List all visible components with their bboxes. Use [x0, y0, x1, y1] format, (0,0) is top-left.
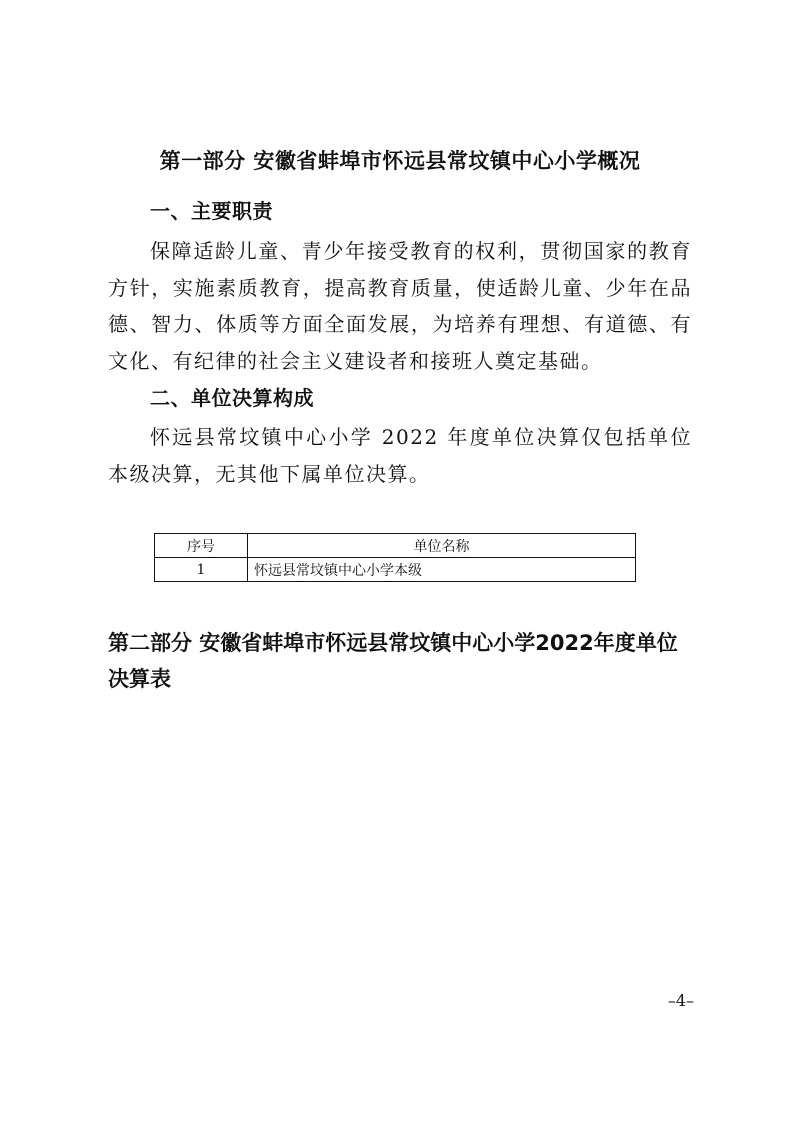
composition-paragraph: 怀远县常坟镇中心小学 2022 年度单位决算仅包括单位本级决算，无其他下属单位决算。 [108, 425, 692, 486]
header-index: 序号 [155, 534, 248, 558]
header-unit-name: 单位名称 [248, 534, 636, 558]
part1-title: 第一部分 安徽省蚌埠市怀远县常坟镇中心小学概况 [159, 149, 641, 173]
page-number: –4– [667, 991, 694, 1010]
table-header-row [155, 534, 636, 558]
duties-paragraph: 保障适龄儿童、青少年接受教育的权利，贯彻国家的教育方针，实施素质教育，提高教育质量，使适龄儿童、少年在品德、智力、体质等方面全面发展，为培养有理想、有道德、有文化、有纪律的社会主义建设者和接班人奠定基础。 [108, 239, 692, 374]
part2-title: 第二部分 安徽省蚌埠市怀远县常坟镇中心小学2022年度单位决算表 [108, 631, 678, 691]
unit-table [154, 533, 636, 582]
cell-index: 1 [155, 558, 248, 582]
section-heading-duties: 一、主要职责 [150, 199, 273, 223]
table-row [155, 558, 636, 582]
section-heading-composition: 二、单位决算构成 [150, 386, 314, 410]
cell-unit-name: 怀远县常坟镇中心小学本级 [248, 558, 636, 582]
